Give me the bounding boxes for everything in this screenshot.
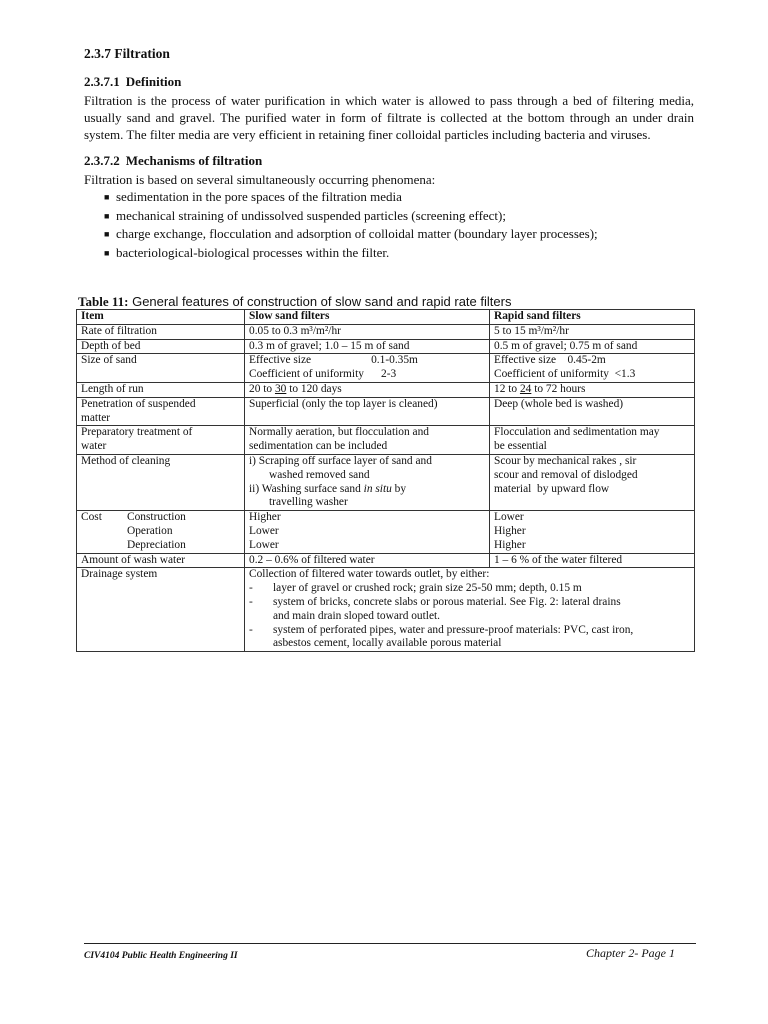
cell-line: Higher <box>249 511 281 524</box>
cell-text: 12 to <box>494 382 520 395</box>
cell-text: 30 <box>274 382 287 395</box>
cell-line: system of perforated pipes, water and pressure-proof materials: PVC, cast iron, <box>273 623 634 636</box>
cell-item <box>77 426 245 455</box>
filter-comparison-table <box>76 309 695 652</box>
cell-item: Rate of filtration <box>77 324 245 339</box>
definition-text: Filtration is the process of water purification in which water is allowed to pass through a bed of filtering media, usually sand and gravel. The purified water in form of filtrate is collected at the bottom through an under drain system. The filter media are very efficient in retaining finer colloidal particles including bacteria and viruses. <box>84 93 694 142</box>
drainage-item <box>249 624 690 652</box>
cost-line <box>81 511 240 525</box>
cell-rapid: 5 to 15 m³/m²/hr <box>490 324 695 339</box>
cell-slow <box>245 382 490 397</box>
section-heading: 2.3.7 Filtration <box>84 46 170 61</box>
header-rapid-sand: Rapid sand filters <box>490 310 695 325</box>
cell-slow <box>245 426 490 455</box>
header-slow-sand: Slow sand filters <box>245 310 490 325</box>
mechanisms-number: 2.3.7.2 <box>84 153 120 168</box>
mechanisms-title: Mechanisms of filtration <box>125 153 263 168</box>
cost-sub: Depreciation <box>127 538 186 551</box>
cell-item: Length of run <box>77 382 245 397</box>
table-row <box>77 454 695 510</box>
drainage-item <box>249 582 690 596</box>
cell-rapid: 1 – 6 % of the water filtered <box>490 553 695 568</box>
table-caption <box>78 294 694 309</box>
table-header-row <box>77 310 695 325</box>
cell-line: system of bricks, concrete slabs or porous material. See Fig. 2: lateral drains <box>273 595 621 608</box>
cell-line: Penetration of suspended <box>81 397 196 410</box>
list-item <box>104 244 694 263</box>
bullet-icon: ■ <box>104 229 110 239</box>
cell-text: 24 <box>519 382 532 395</box>
cell-text: 0.1-0.35m <box>371 354 418 367</box>
cell-text: to 72 hours <box>531 382 586 395</box>
dash-marker: - <box>249 595 253 608</box>
cell-line: i) Scraping off surface layer of sand and <box>249 454 432 467</box>
cell-line: washed removed sand <box>269 468 370 481</box>
mechanisms-heading <box>84 153 694 169</box>
cell-line: Effective size 0.45-2m <box>494 354 606 367</box>
cost-line <box>81 525 240 539</box>
table-row <box>77 354 695 383</box>
list-item <box>104 225 694 244</box>
cell-line: sedimentation can be included <box>249 440 388 453</box>
cell-line: Scour by mechanical rakes , sir <box>494 454 637 467</box>
cell-line: Normally aeration, but flocculation and <box>249 426 429 439</box>
cell-line: Lower <box>249 538 279 551</box>
cell-line: Coefficient of uniformity <1.3 <box>494 368 636 381</box>
footer-page-number: Chapter 2- Page 1 <box>586 946 675 960</box>
cell-text: ii) Washing surface sand <box>249 482 364 495</box>
cell-text: in situ <box>363 482 392 495</box>
cell-slow <box>245 511 490 553</box>
cell-rapid <box>490 511 695 553</box>
table-row <box>77 511 695 553</box>
cell-line: be essential <box>494 440 547 453</box>
cell-line: Higher <box>494 538 526 551</box>
mechanisms-intro: Filtration is based on several simultaneously occurring phenomena: <box>84 172 436 187</box>
header-item: Item <box>77 310 245 325</box>
mechanisms-list <box>84 188 694 262</box>
cell-item: Amount of wash water <box>77 553 245 568</box>
bullet-icon: ■ <box>104 247 110 258</box>
cell-rapid <box>490 426 695 455</box>
cell-line: asbestos cement, locally available porous material <box>273 637 502 650</box>
cell-line: Flocculation and sedimentation may <box>494 426 660 439</box>
cell-slow <box>245 354 490 383</box>
cell-text: Effective size <box>249 354 312 367</box>
cost-sub: Construction <box>127 511 186 524</box>
cell-line: Higher <box>494 524 526 537</box>
document-page <box>78 46 694 652</box>
cell-rapid: Deep (whole bed is washed) <box>490 397 695 426</box>
table-row <box>77 339 695 354</box>
cell-line <box>249 483 485 497</box>
definition-heading <box>84 74 694 90</box>
cell-rapid <box>490 454 695 510</box>
list-item <box>104 207 694 226</box>
table-row <box>77 568 695 652</box>
table-caption-text: General features of construction of slow sand and rapid rate filters <box>132 294 512 309</box>
bullet-icon: ■ <box>104 192 110 202</box>
table-row <box>77 382 695 397</box>
table-row <box>77 553 695 568</box>
cell-slow <box>245 454 490 510</box>
list-item-text: bacteriological-biological processes within the filter. <box>116 244 390 260</box>
cell-line: layer of gravel or crushed rock; grain size 25-50 mm; depth, 0.15 m <box>273 582 582 595</box>
table-caption-label: Table 11: <box>78 294 129 309</box>
cell-line: matter <box>81 411 111 424</box>
list-item-text: mechanical straining of undissolved suspended particles (screening effect); <box>116 207 506 223</box>
dash-marker: - <box>249 623 253 636</box>
bullet-icon: ■ <box>104 210 110 221</box>
cell-line: travelling washer <box>269 496 348 509</box>
cell-text: to 120 days <box>286 382 342 395</box>
cell-rapid <box>490 382 695 397</box>
cell-slow: 0.3 m of gravel; 1.0 – 15 m of sand <box>245 339 490 354</box>
cost-sub: Operation <box>127 524 173 537</box>
dash-marker: - <box>249 582 253 595</box>
table-row <box>77 426 695 455</box>
cell-text: by <box>391 482 407 495</box>
cell-item: Depth of bed <box>77 339 245 354</box>
drainage-item <box>249 596 690 624</box>
cell-line: Coefficient of uniformity 2-3 <box>249 368 397 381</box>
list-item <box>104 188 694 207</box>
cell-line: water <box>81 440 107 453</box>
footer-divider <box>84 943 696 944</box>
cell-item: Drainage system <box>77 568 245 652</box>
cell-line: Lower <box>494 511 524 524</box>
cell-rapid: 0.5 m of gravel; 0.75 m of sand <box>490 339 695 354</box>
cell-line: material by upward flow <box>494 482 610 495</box>
cost-label: Cost <box>81 511 102 524</box>
cell-slow: 0.05 to 0.3 m³/m²/hr <box>245 324 490 339</box>
definition-title: Definition <box>125 74 182 89</box>
cell-drainage <box>245 568 695 652</box>
cell-slow: Superficial (only the top layer is cleaned) <box>245 397 490 426</box>
table-row <box>77 324 695 339</box>
definition-number: 2.3.7.1 <box>84 74 120 89</box>
list-item-text: sedimentation in the pore spaces of the filtration media <box>116 189 402 204</box>
cell-slow: 0.2 – 0.6% of filtered water <box>245 553 490 568</box>
list-item-text: charge exchange, flocculation and adsorption of colloidal matter (boundary layer processes); <box>116 226 598 241</box>
cell-item <box>77 511 245 553</box>
cell-line: and main drain sloped toward outlet. <box>273 609 441 622</box>
cost-line <box>81 539 240 553</box>
table-row <box>77 397 695 426</box>
cell-item <box>77 397 245 426</box>
cell-item: Method of cleaning <box>77 454 245 510</box>
footer-course: CIV4104 Public Health Engineering II <box>84 951 238 961</box>
cell-line: Collection of filtered water towards outlet, by either: <box>249 568 490 581</box>
cell-item: Size of sand <box>77 354 245 383</box>
cell-line: scour and removal of dislodged <box>494 468 638 481</box>
cell-rapid <box>490 354 695 383</box>
cell-line: Preparatory treatment of <box>81 426 193 439</box>
cell-line: Lower <box>249 524 279 537</box>
cell-line <box>249 354 485 368</box>
cell-text: 20 to <box>249 382 275 395</box>
